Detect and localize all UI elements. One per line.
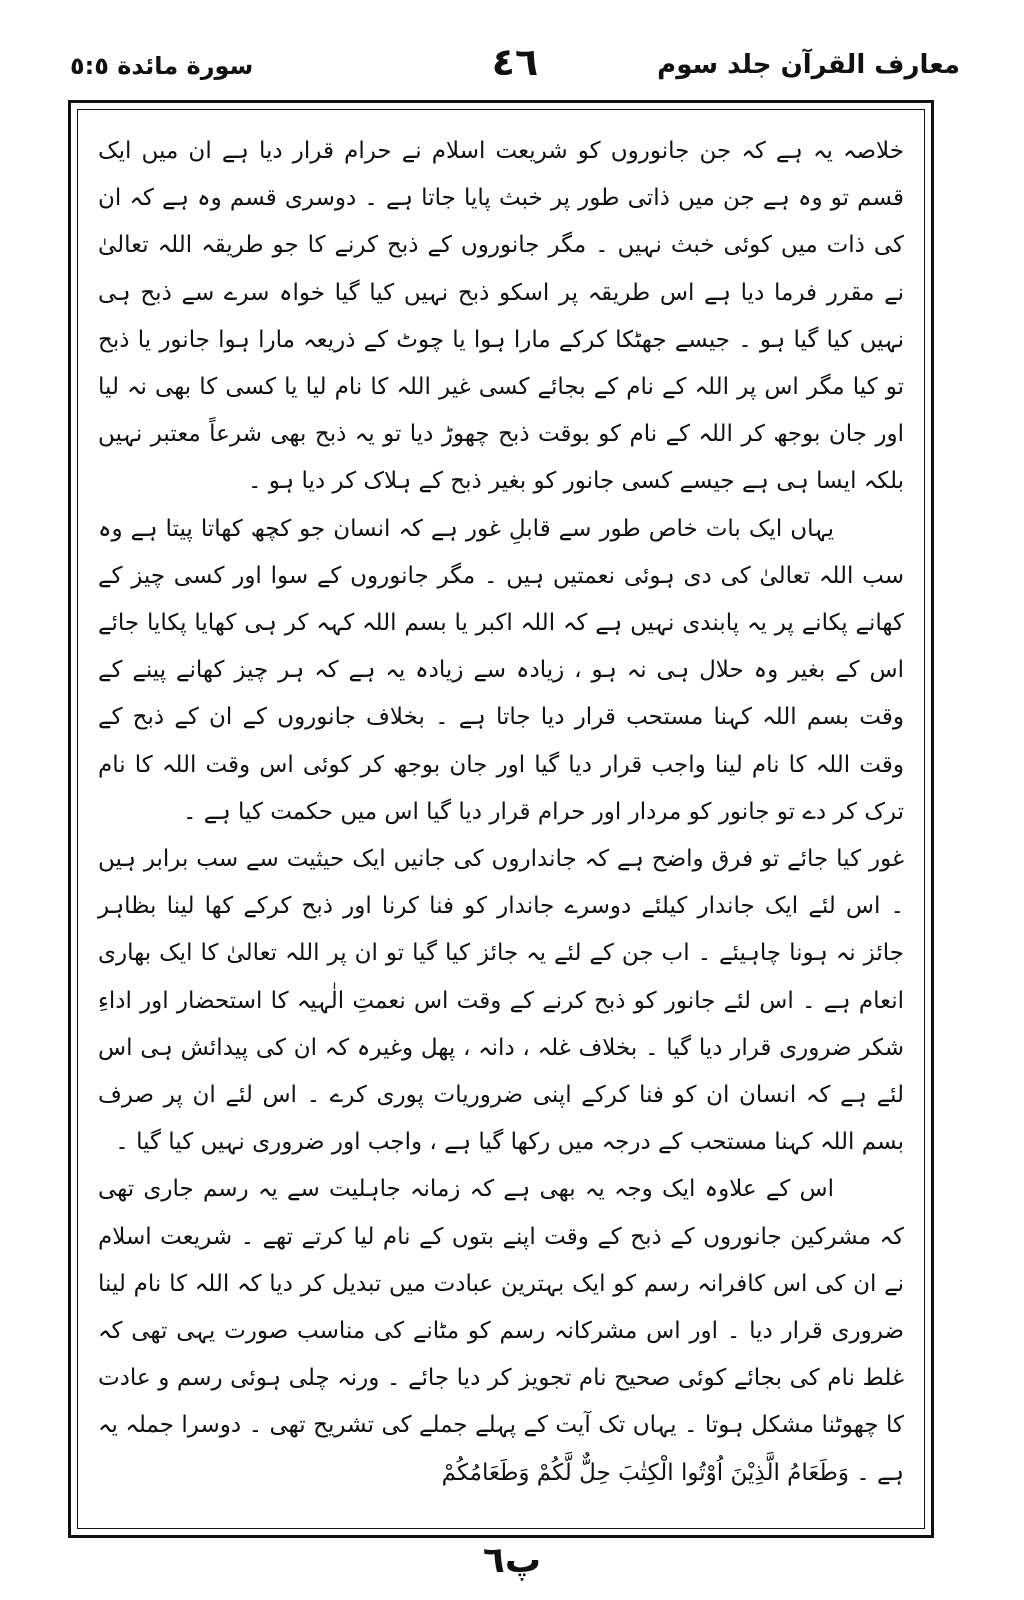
page-header <box>70 40 960 100</box>
paragraph-4: اس کے علاوہ ایک وجہ یہ بھی ہے کہ زمانہ جاہلیت سے یہ رسم جاری تھی کہ مشرکین جانوروں کے ذبح کے وقت اپنے بتوں کے نام لیا کرتے تھے ۔ شریعت اسلام نے ان کی اس کافرانہ رسم کو ایک بہترین عبادت میں تبدیل کر دیا کہ اللہ کا نام لینا ضروری قرار دیا ۔ اور اس مشرکانہ رسم کو مٹانے کی مناسب صورت یہی تھی کہ غلط نام کی بجائے کوئی صحیح نام تجویز کر دیا جائے ۔ ورنہ چلی ہوئی رسم و عادت کا چھوٹنا مشکل ہوتا ۔ یہاں تک آیت کے پہلے جملے کی تشریح تھی ۔ دوسرا جملہ یہ ہے ۔ وَطَعَامُ الَّذِيْنَ اُوْتُوا الْكِتٰبَ حِلٌّ لَّكُمْ وَطَعَامُكُمْ <box>98 1176 904 1486</box>
paragraph-2: یہاں ایک بات خاص طور سے قابلِ غور ہے کہ انسان جو کچھ کھاتا پیتا ہے وہ سب اللہ تعالیٰ کی دی ہوئی نعمتیں ہیں ۔ مگر جانوروں کے سوا اور کسی چیز کے کھانے پکانے پر یہ پابندی نہیں ہے کہ اللہ اکبر یا بسم اللہ کہہ کر ہی کھایا پکایا جائے اس کے بغیر وہ حلال ہی نہ ہو ، زیادہ سے زیادہ یہ ہے کہ ہر چیز کھانے پینے کے وقت بسم اللہ کہنا مستحب قرار دیا جاتا ہے ۔ بخلاف جانوروں کے ان کے ذبح کے وقت اللہ کا نام لینا واجب قرار دیا گیا اور جان بوجھ کر کوئی اس وقت اللہ کا نام ترک کر دے تو جانور کو مردار اور حرام قرار دیا گیا اس میں حکمت کیا ہے ۔ <box>98 515 904 825</box>
surah-reference: سورة مائدة ٥:٥ <box>70 52 254 80</box>
paragraph-1: خلاصہ یہ ہے کہ جن جانوروں کو شریعت اسلام نے حرام قرار دیا ہے ان میں ایک قسم تو وہ ہے جن میں ذاتی طور پر خبث پایا جاتا ہے ۔ دوسری قسم وہ ہے کہ ان کی ذات میں کوئی خبث نہیں ۔ مگر جانوروں کے ذبح کرنے کا جو طریقہ اللہ تعالیٰ نے مقرر فرما دیا ہے اس طریقہ پر اسکو ذبح نہیں کیا گیا خواہ سرے سے ذبح ہی نہیں کیا گیا ہو ۔ جیسے جھٹکا کرکے مارا ہوا یا چوٹ کے ذریعہ مارا ہوا جانور یا ذبح تو کیا مگر اس پر اللہ کے نام کے بجائے کسی غیر اللہ کا نام لیا یا کسی کا بھی نہ لیا اور جان بوجھ کر اللہ کے نام کو بوقت ذبح چھوڑ دیا تو یہ ذبح بھی شرعاً معتبر نہیں بلکہ ایسا ہی ہے جیسے کسی جانور کو بغیر ذبح کے ہلاک کر دیا ہو ۔ <box>98 138 904 495</box>
text-frame-inner <box>77 109 925 1529</box>
page-number: ٤٦ <box>491 40 539 84</box>
running-title: معارف القرآن جلد سوم <box>657 50 960 80</box>
juz-marker: پ٦ <box>482 1540 542 1581</box>
text-frame <box>68 100 934 1538</box>
paragraph-3: غور کیا جائے تو فرق واضح ہے کہ جانداروں کی جانیں ایک حیثیت سے سب برابر ہیں ۔ اس لئے ایک جاندار کیلئے دوسرے جاندار کو فنا کرنا اور ذبح کرکے کھا لینا بظاہر جائز نہ ہونا چاہیئے ۔ اب جن کے لئے یہ جائز کیا گیا تو ان پر اللہ تعالیٰ کا ایک بھاری انعام ہے ۔ اس لئے جانور کو ذبح کرنے کے وقت اس نعمتِ الٰہیہ کا استحضار اور اداءِ شکر ضروری قرار دیا گیا ۔ بخلاف غلہ ، دانہ ، پھل وغیرہ کہ ان کی پیدائش ہی اس لئے ہے کہ انسان ان کو فنا کرکے اپنی ضروریات پوری کرے ۔ اس لئے ان پر صرف بسم اللہ کہنا مستحب کے درجہ میں رکھا گیا ہے ، واجب اور ضروری نہیں کیا گیا ۔ <box>98 846 904 1156</box>
body-text <box>98 128 904 1497</box>
